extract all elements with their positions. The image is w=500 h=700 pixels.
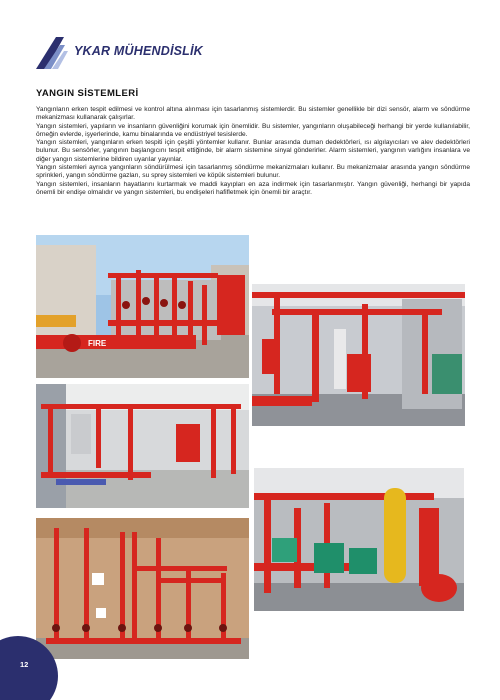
page-corner-badge bbox=[0, 630, 64, 700]
photo-wall-mounted-red-risers bbox=[36, 518, 249, 659]
company-logo bbox=[34, 33, 224, 73]
paragraph: Yangın sistemleri, yangınların erken tespiti için çeşitli yöntemler kullanır. Bunlar arasında duman dedektörleri, ısı algılayıcıları ve alev dedektörleri bulunur. Bu sensörler, yangının başlangıcını tespit ettiğinde, bir alarm sistemine sinyal gönderirler. Alarm sistemleri, yangının varlığını insanlara ve diğer yangın sistemlerine bildiren uyarılar yayınlar. bbox=[36, 139, 470, 163]
page-number: 12 bbox=[20, 660, 29, 669]
paragraph: Yangınların erken tespit edilmesi ve kontrol altına alınması için tasarlanmış sistemlerdir. Bu sistemler genellikle bir dizi sensör, alarm ve söndürme mekanizması kullanarak çalışırlar. bbox=[36, 106, 470, 122]
paragraph: Yangın sistemleri, yapıların ve insanların güvenliğini korumak için önemlidir. Bu sistemler, yangınların oluşabileceği herhangi bir yerde kullanılabilir, örneğin evlerde, işyerlerinde, kamu binalarında ve endüstriyel tesislerde. bbox=[36, 122, 470, 138]
logo-wordmark: YKAR MÜHENDİSLİK bbox=[74, 44, 203, 58]
section-title: YANGIN SİSTEMLERİ bbox=[36, 88, 139, 99]
paragraph: Yangın sistemleri, insanların hayatlarını kurtarmak ve maddi kayıpları en aza indirmek için tasarlanmıştır. Yangın güvenliği, herhangi bir yapıda önemli bir endişe olmalıdır ve yangın sistemleri, bu endişeleri hafifletmek için önemli bir araçtır. bbox=[36, 180, 470, 196]
pipe-label: FIRE bbox=[88, 339, 107, 348]
photo-pump-room-yellow-tank bbox=[254, 468, 464, 611]
photo-outdoor-fire-pump-manifold bbox=[36, 235, 249, 378]
section-body bbox=[36, 106, 470, 197]
photo-indoor-sprinkler-valve-station bbox=[36, 384, 249, 508]
photo-pump-room-red-piping bbox=[252, 284, 465, 426]
paragraph: Yangın sistemleri ayrıca yangınların söndürülmesi için tasarlanmış söndürme mekanizmaları kullanır. Bu mekanizmalar arasında yangın söndürme sprinkleri, yangın söndürme gazları, su sprey sistemleri ve köpük sistemleri bulunur. bbox=[36, 164, 470, 180]
